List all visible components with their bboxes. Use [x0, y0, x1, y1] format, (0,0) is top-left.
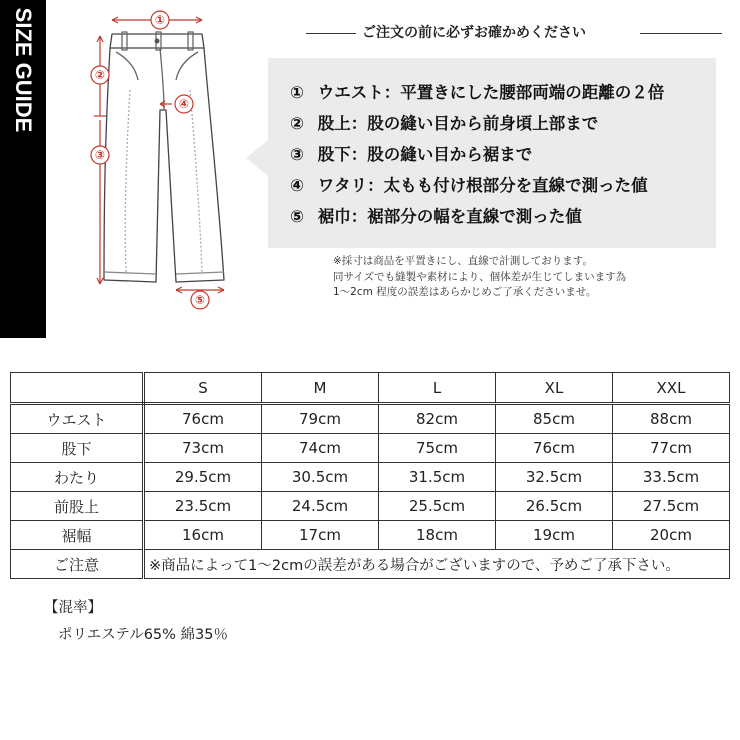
table-cell: 85cm	[496, 404, 613, 434]
table-cell: 26.5cm	[496, 492, 613, 521]
table-cell: 82cm	[379, 404, 496, 434]
table-cell: 20cm	[613, 521, 730, 550]
column-header-m: M	[262, 373, 379, 404]
definition-number: ①	[290, 83, 304, 102]
column-header-s: S	[144, 373, 262, 404]
definition-item	[290, 204, 664, 235]
definition-text: ワタリ：太もも付け根部分を直線で測った値	[317, 176, 648, 195]
note-label: ご注意	[11, 550, 144, 579]
table-cell: 74cm	[262, 434, 379, 463]
heading-rule-left	[306, 33, 356, 34]
row-label: 股下	[11, 434, 144, 463]
note-text: ※商品によって1〜2cmの誤差がある場合がございますので、予めご了承下さい。	[144, 550, 730, 579]
table-cell: 19cm	[496, 521, 613, 550]
note-line: ※採寸は商品を平置きにし、直線で計測しております。	[333, 255, 593, 267]
column-header-l: L	[379, 373, 496, 404]
row-label: 裾幅	[11, 521, 144, 550]
definition-text: 股上：股の縫い目から前身頃上部まで	[317, 114, 599, 133]
heading-rule-right	[640, 33, 722, 34]
table-cell: 76cm	[144, 404, 262, 434]
table-cell: 79cm	[262, 404, 379, 434]
table-cell: 32.5cm	[496, 463, 613, 492]
row-label: わたり	[11, 463, 144, 492]
marker-1: ①	[154, 13, 166, 27]
marker-5: ⑤	[194, 293, 206, 307]
table-row	[11, 492, 730, 521]
table-note-row	[11, 550, 730, 579]
table-cell: 73cm	[144, 434, 262, 463]
table-row	[11, 404, 730, 434]
table-cell: 18cm	[379, 521, 496, 550]
row-label: ウエスト	[11, 404, 144, 434]
table-cell: 31.5cm	[379, 463, 496, 492]
table-header-row	[11, 373, 730, 404]
table-cell: 88cm	[613, 404, 730, 434]
size-table	[10, 372, 730, 579]
marker-4: ④	[178, 97, 190, 111]
table-cell: 27.5cm	[613, 492, 730, 521]
definition-item	[290, 173, 664, 204]
table-cell: 24.5cm	[262, 492, 379, 521]
definition-number: ④	[290, 176, 304, 195]
marker-2: ②	[94, 68, 106, 82]
table-row	[11, 434, 730, 463]
table-row	[11, 521, 730, 550]
definition-item	[290, 80, 664, 111]
table-cell: 29.5cm	[144, 463, 262, 492]
definition-text: ウエスト：平置きにした腰部両端の距離の２倍	[317, 83, 665, 102]
table-cell: 33.5cm	[613, 463, 730, 492]
definition-text: 裾巾：裾部分の幅を直線で測った値	[317, 207, 582, 226]
size-guide-band	[0, 0, 46, 338]
definition-number: ②	[290, 114, 304, 133]
notice-title: ご注文の前に必ずお確かめください	[362, 25, 586, 41]
table-cell: 25.5cm	[379, 492, 496, 521]
definition-item	[290, 142, 664, 173]
column-header-xl: XL	[496, 373, 613, 404]
table-cell: 77cm	[613, 434, 730, 463]
marker-3: ③	[94, 148, 106, 162]
composition-value: ポリエステル65% 綿35％	[58, 627, 228, 643]
row-label: 前股上	[11, 492, 144, 521]
panel-pointer	[246, 140, 268, 176]
table-cell: 16cm	[144, 521, 262, 550]
measurement-notes	[333, 254, 626, 301]
definition-text: 股下：股の縫い目から裾まで	[317, 145, 533, 164]
composition-title: 【混率】	[44, 600, 102, 616]
note-line: 同サイズでも縫製や素材により、個体差が生じてしまいます為	[333, 270, 627, 283]
table-cell: 17cm	[262, 521, 379, 550]
table-cell: 30.5cm	[262, 463, 379, 492]
table-cell: 23.5cm	[144, 492, 262, 521]
definition-number: ⑤	[290, 207, 304, 226]
definitions-list	[290, 80, 664, 235]
size-guide-label: SIZE GUIDE	[11, 7, 36, 133]
table-row	[11, 463, 730, 492]
definition-number: ③	[290, 145, 304, 164]
table-cell: 76cm	[496, 434, 613, 463]
note-line: 1〜2cm 程度の誤差はあらかじめご了承くださいませ。	[333, 286, 597, 298]
table-cell: 75cm	[379, 434, 496, 463]
corner-cell	[11, 373, 144, 404]
definition-item	[290, 111, 664, 142]
button-detail	[155, 39, 160, 44]
column-header-xxl: XXL	[613, 373, 730, 404]
